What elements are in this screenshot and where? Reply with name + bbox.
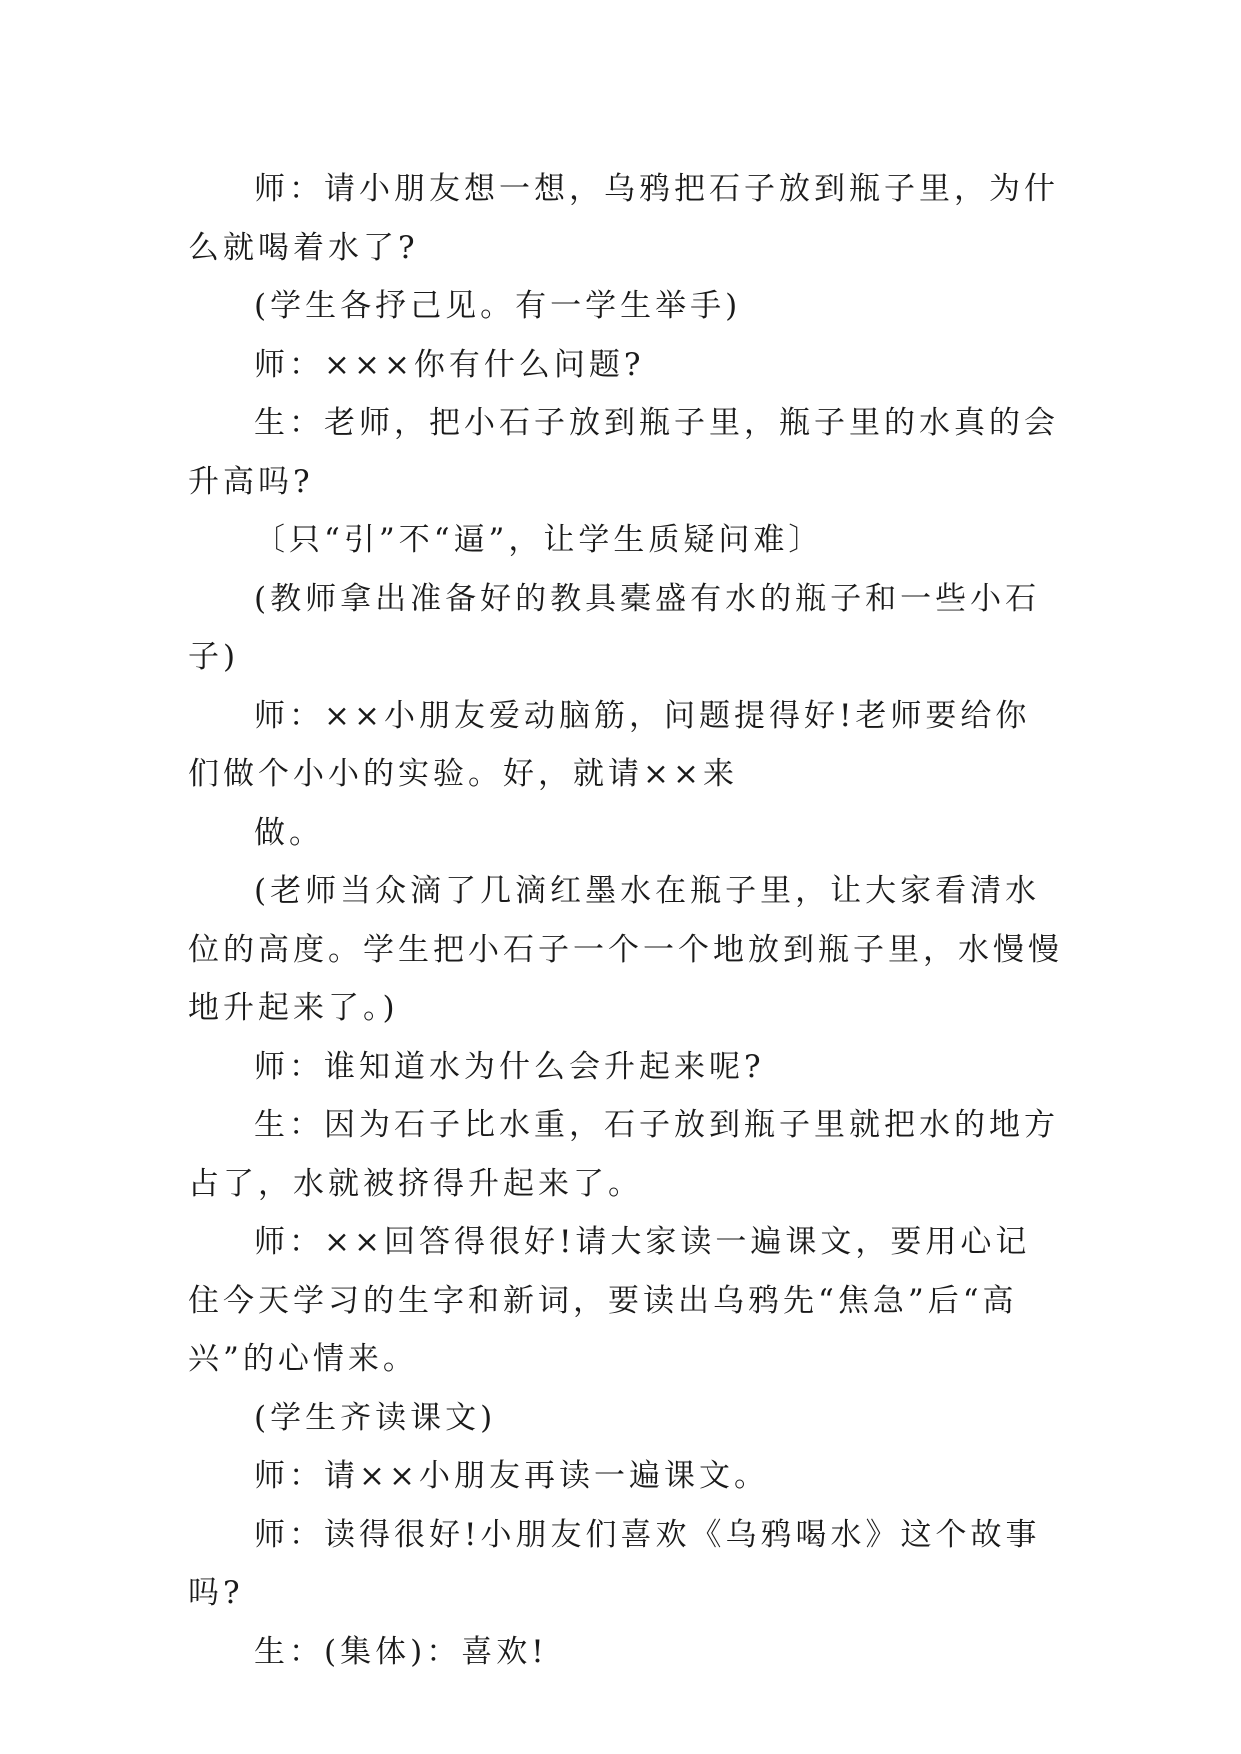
paragraph: 师：请××小朋友再读一遍课文。 (254, 1458, 769, 1494)
paragraph: 师：××回答得很好!请大家读一遍课文，要用心记住今天学习的生字和新词，要读出乌鸦先“焦急”后“高兴”的心情来。 (188, 1224, 1031, 1377)
paragraph: (教师拿出准备好的教具橐盛有水的瓶子和一些小石子) (188, 580, 1041, 675)
paragraph: 生：老师，把小石子放到瓶子里，瓶子里的水真的会升高吗? (188, 405, 1059, 500)
paragraph: 〔只“引”不“逼”，让学生质疑问难〕 (254, 522, 824, 558)
paragraph: (学生齐读课文) (254, 1399, 497, 1436)
paragraph: 做。 (254, 814, 324, 851)
paragraph: 师：请小朋友想一想，乌鸦把石子放到瓶子里，为什么就喝着水了? (188, 171, 1059, 266)
paragraph: 师：谁知道水为什么会升起来呢? (254, 1048, 765, 1085)
paragraph: 生：(集体)：喜欢! (254, 1633, 548, 1670)
paragraph: 生：因为石子比水重，石子放到瓶子里就把水的地方占了，水就被挤得升起来了。 (188, 1107, 1059, 1202)
lesson-transcript (188, 160, 1064, 1681)
paragraph: (学生各抒己见。有一学生举手) (254, 288, 742, 324)
paragraph: 师：读得很好!小朋友们喜欢《乌鸦喝水》这个故事吗? (188, 1516, 1041, 1611)
paragraph: (老师当众滴了几滴红墨水在瓶子里，让大家看清水位的高度。学生把小石子一个一个地放到瓶子里，水慢慢地升起来了。) (188, 873, 1063, 1026)
paragraph: 师：×××你有什么问题? (254, 346, 645, 383)
paragraph: 师：××小朋友爱动脑筋，问题提得好!老师要给你们做个小小的实验。好，就请××来 (188, 697, 1031, 792)
